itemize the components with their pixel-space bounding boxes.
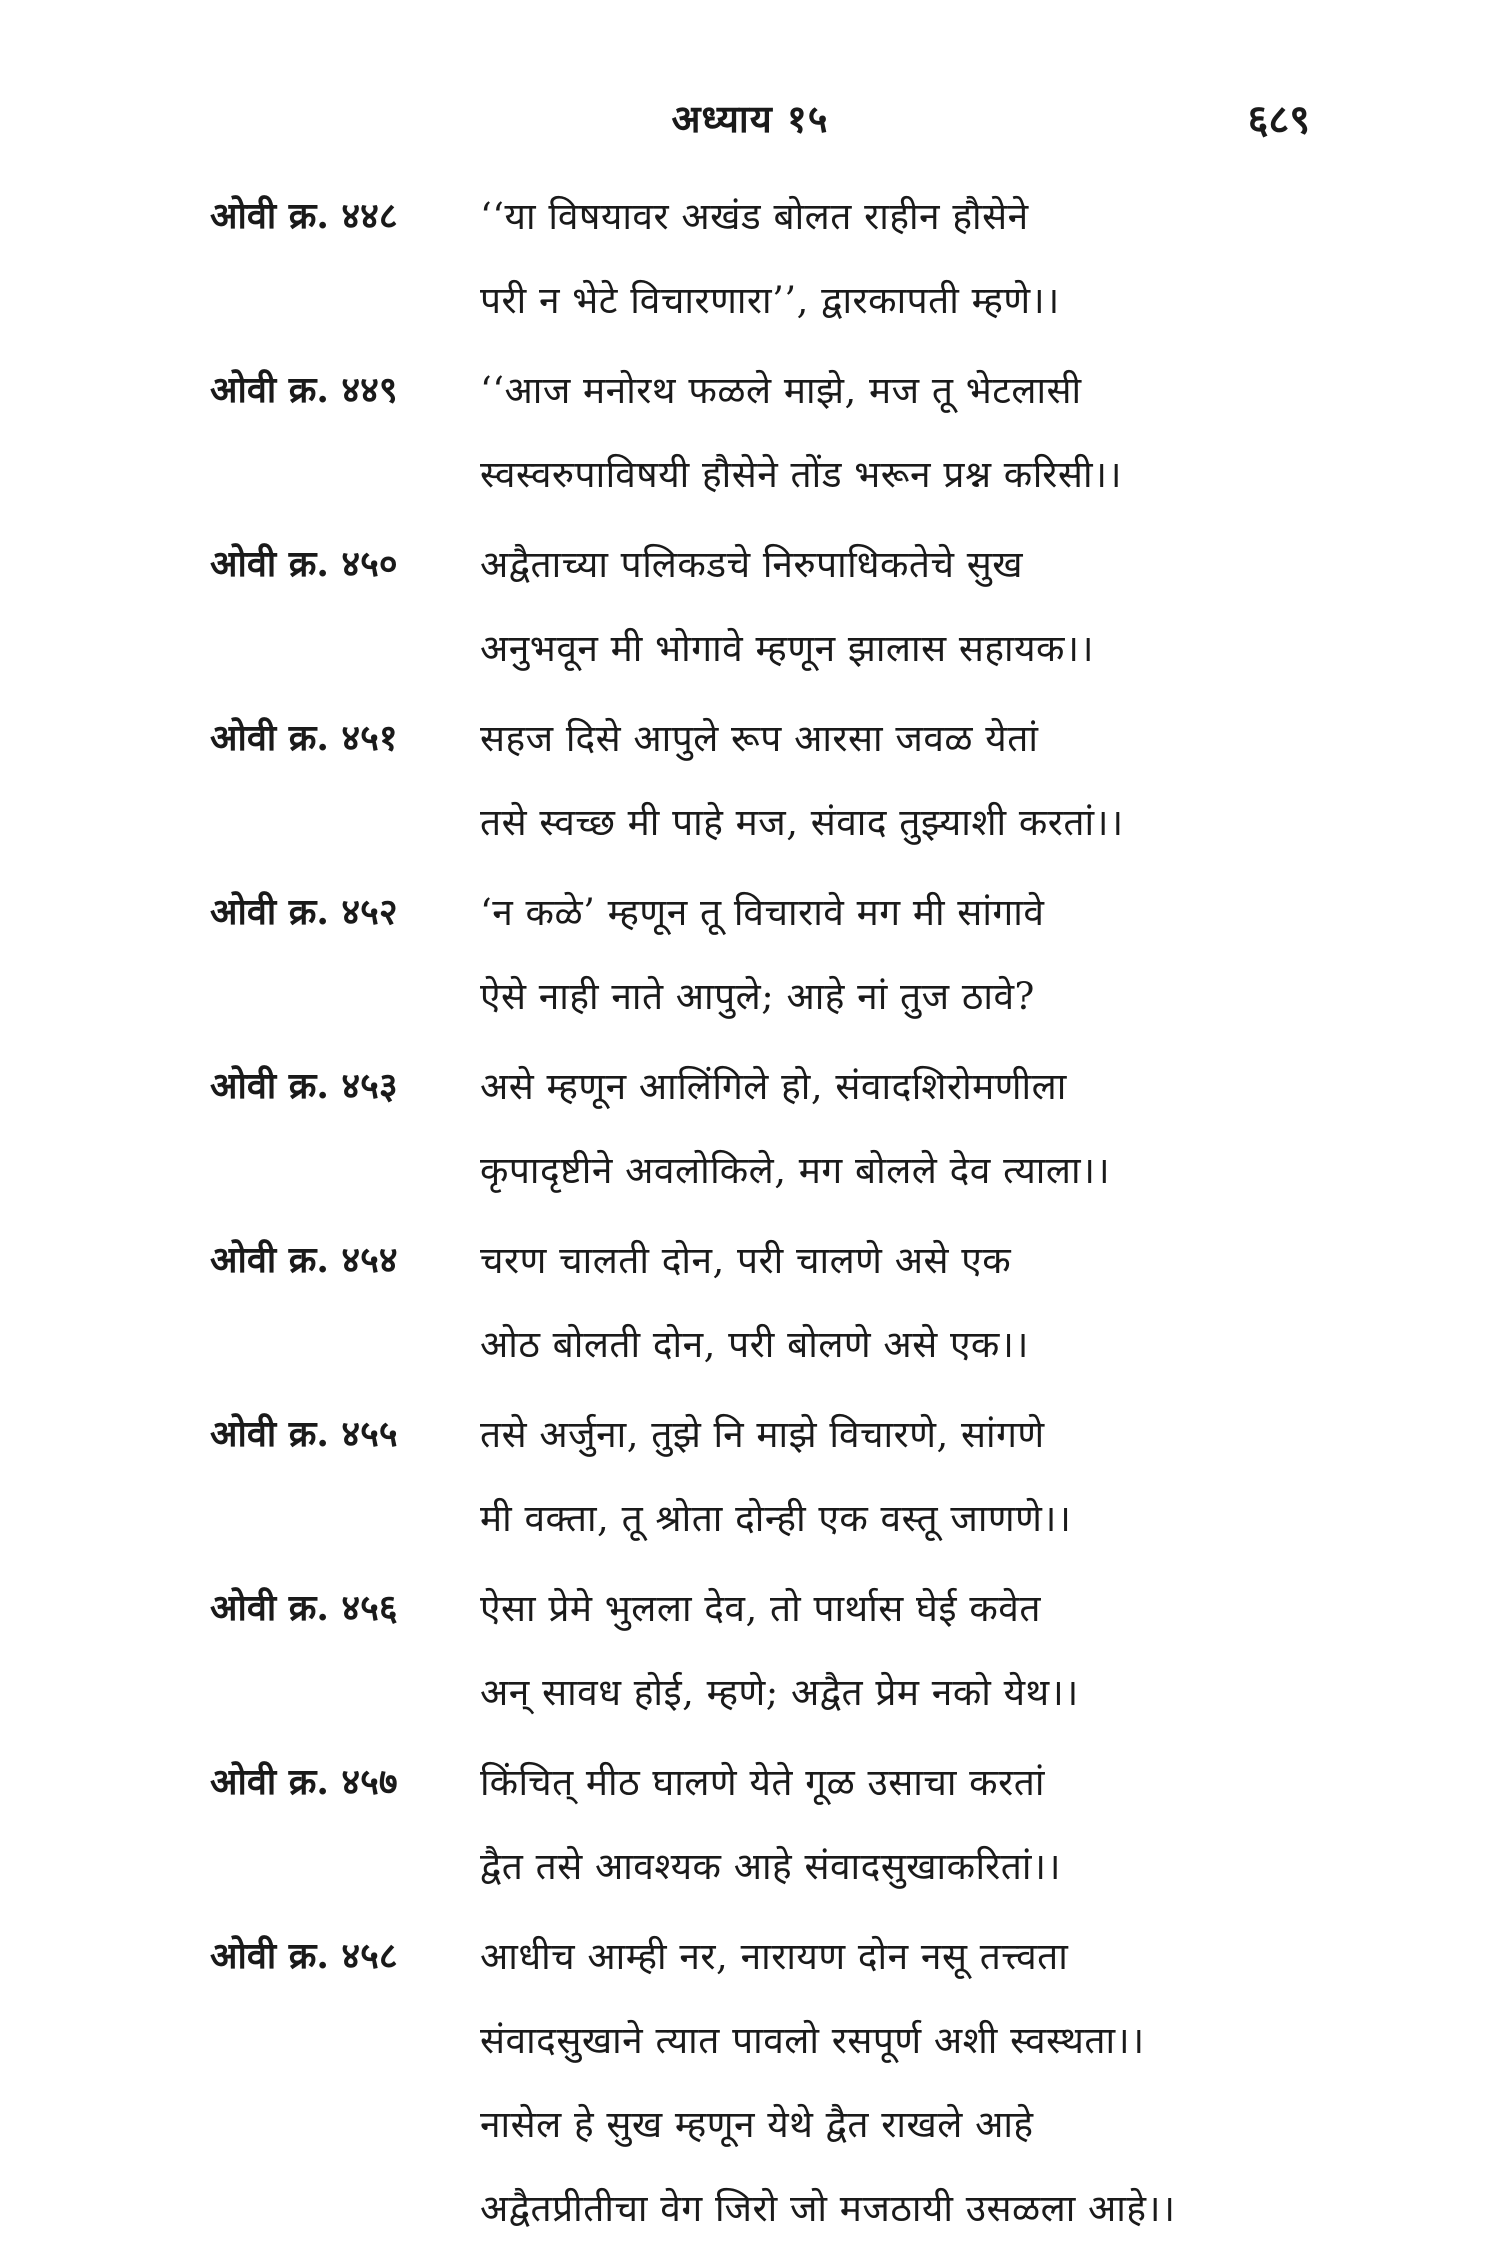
ovi-block xyxy=(210,1390,1330,1558)
ovi-number-label: ओवी क्र. ४४९ xyxy=(210,368,398,411)
chapter-title: अध्याय १५ xyxy=(671,96,829,141)
ovi-continuation-line xyxy=(210,778,1330,862)
verse-text: ऐसे नाही नाते आपुले; आहे नां तुज ठावे? xyxy=(480,974,1035,1018)
verse-text: परी न भेटे विचारणारा’’, द्वारकापती म्हणे।। xyxy=(480,278,1060,322)
verse-text: किंचित् मीठ घालणे येते गूळ उसाचा करतां xyxy=(480,1760,1045,1804)
verse-text: अद्वैतप्रीतीचा वेग जिरो जो मजठायी उसळला आहे।। xyxy=(480,2186,1176,2230)
ovi-continuation-line xyxy=(210,1126,1330,1210)
verse-text: ओठ बोलती दोन, परी बोलणे असे एक।। xyxy=(480,1322,1029,1366)
ovi-continuation-line xyxy=(210,256,1330,340)
verse-text: असे म्हणून आलिंगिले हो, संवादशिरोमणीला xyxy=(480,1064,1067,1108)
ovi-first-line xyxy=(210,172,1330,256)
ovi-number-label: ओवी क्र. ४५४ xyxy=(210,1238,398,1281)
verse-text: संवादसुखाने त्यात पावलो रसपूर्ण अशी स्वस्थता।। xyxy=(480,2018,1145,2062)
verse-text: सहज दिसे आपुले रूप आरसा जवळ येतां xyxy=(480,716,1039,760)
verse-text: ‘‘आज मनोरथ फळले माझे, मज तू भेटलासी xyxy=(480,368,1082,412)
ovi-first-line xyxy=(210,694,1330,778)
ovi-block xyxy=(210,868,1330,1036)
verse-text: चरण चालती दोन, परी चालणे असे एक xyxy=(480,1238,1012,1282)
ovi-number-label: ओवी क्र. ४५२ xyxy=(210,890,398,933)
verse-text: कृपादृष्टीने अवलोकिले, मग बोलले देव त्याला।। xyxy=(480,1148,1111,1192)
ovi-number-label: ओवी क्र. ४५५ xyxy=(210,1412,398,1455)
page-header xyxy=(0,88,1500,148)
ovi-first-line xyxy=(210,1390,1330,1474)
ovi-first-line xyxy=(210,1738,1330,1822)
ovi-block xyxy=(210,1738,1330,1906)
ovi-first-line xyxy=(210,520,1330,604)
ovi-continuation-line xyxy=(210,952,1330,1036)
ovi-continuation-line xyxy=(210,604,1330,688)
ovi-number-label: ओवी क्र. ४५१ xyxy=(210,716,398,759)
verse-text: अद्वैताच्या पलिकडचे निरुपाधिकतेचे सुख xyxy=(480,542,1024,586)
ovi-list xyxy=(210,172,1330,2254)
verse-text: अनुभवून मी भोगावे म्हणून झालास सहायक।। xyxy=(480,626,1095,670)
verse-text: ‘न कळे’ म्हणून तू विचारावे मग मी सांगावे xyxy=(480,890,1045,934)
ovi-number-label: ओवी क्र. ४४८ xyxy=(210,194,398,237)
ovi-block xyxy=(210,1216,1330,1384)
verse-text: तसे स्वच्छ मी पाहे मज, संवाद तुझ्याशी करतां।। xyxy=(480,800,1124,844)
page-number: ६८९ xyxy=(1247,96,1310,143)
ovi-block xyxy=(210,1564,1330,1732)
verse-text: स्वस्वरुपाविषयी हौसेने तोंड भरून प्रश्न करिसी।। xyxy=(480,452,1123,496)
ovi-number-label: ओवी क्र. ४५७ xyxy=(210,1760,398,1803)
verse-text: अन् सावध होई, म्हणे; अद्वैत प्रेम नको येथ।। xyxy=(480,1670,1079,1714)
ovi-first-line xyxy=(210,346,1330,430)
ovi-block xyxy=(210,1042,1330,1210)
ovi-block xyxy=(210,172,1330,340)
ovi-first-line xyxy=(210,1042,1330,1126)
ovi-number-label: ओवी क्र. ४५० xyxy=(210,542,398,585)
ovi-continuation-line xyxy=(210,1648,1330,1732)
ovi-block xyxy=(210,1912,1330,2248)
ovi-first-line xyxy=(210,1912,1330,1996)
ovi-first-line xyxy=(210,868,1330,952)
ovi-first-line xyxy=(210,1564,1330,1648)
ovi-block xyxy=(210,346,1330,514)
ovi-block xyxy=(210,520,1330,688)
verse-text: ऐसा प्रेमे भुलला देव, तो पार्थास घेई कवेत xyxy=(480,1586,1041,1630)
ovi-continuation-line xyxy=(210,1822,1330,1906)
ovi-first-line xyxy=(210,1216,1330,1300)
ovi-number-label: ओवी क्र. ४५८ xyxy=(210,1934,398,1977)
verse-text: आधीच आम्ही नर, नारायण दोन नसू तत्त्वता xyxy=(480,1934,1069,1978)
verse-text: द्वैत तसे आवश्यक आहे संवादसुखाकरितां।। xyxy=(480,1844,1061,1888)
ovi-number-label: ओवी क्र. ४५६ xyxy=(210,1586,398,1629)
verse-text: नासेल हे सुख म्हणून येथे द्वैत राखले आहे xyxy=(480,2102,1034,2146)
ovi-continuation-line xyxy=(210,1300,1330,1384)
verse-text: मी वक्ता, तू श्रोता दोन्ही एक वस्तू जाणणे।। xyxy=(480,1496,1072,1540)
verse-text: ‘‘या विषयावर अखंड बोलत राहीन हौसेने xyxy=(480,194,1029,238)
ovi-continuation-line xyxy=(210,2080,1330,2164)
ovi-block xyxy=(210,694,1330,862)
ovi-number-label: ओवी क्र. ४५३ xyxy=(210,1064,398,1107)
ovi-continuation-line xyxy=(210,2164,1330,2248)
verse-text: तसे अर्जुना, तुझे नि माझे विचारणे, सांगणे xyxy=(480,1412,1045,1456)
ovi-continuation-line xyxy=(210,430,1330,514)
ovi-continuation-line xyxy=(210,1996,1330,2080)
ovi-continuation-line xyxy=(210,1474,1330,1558)
